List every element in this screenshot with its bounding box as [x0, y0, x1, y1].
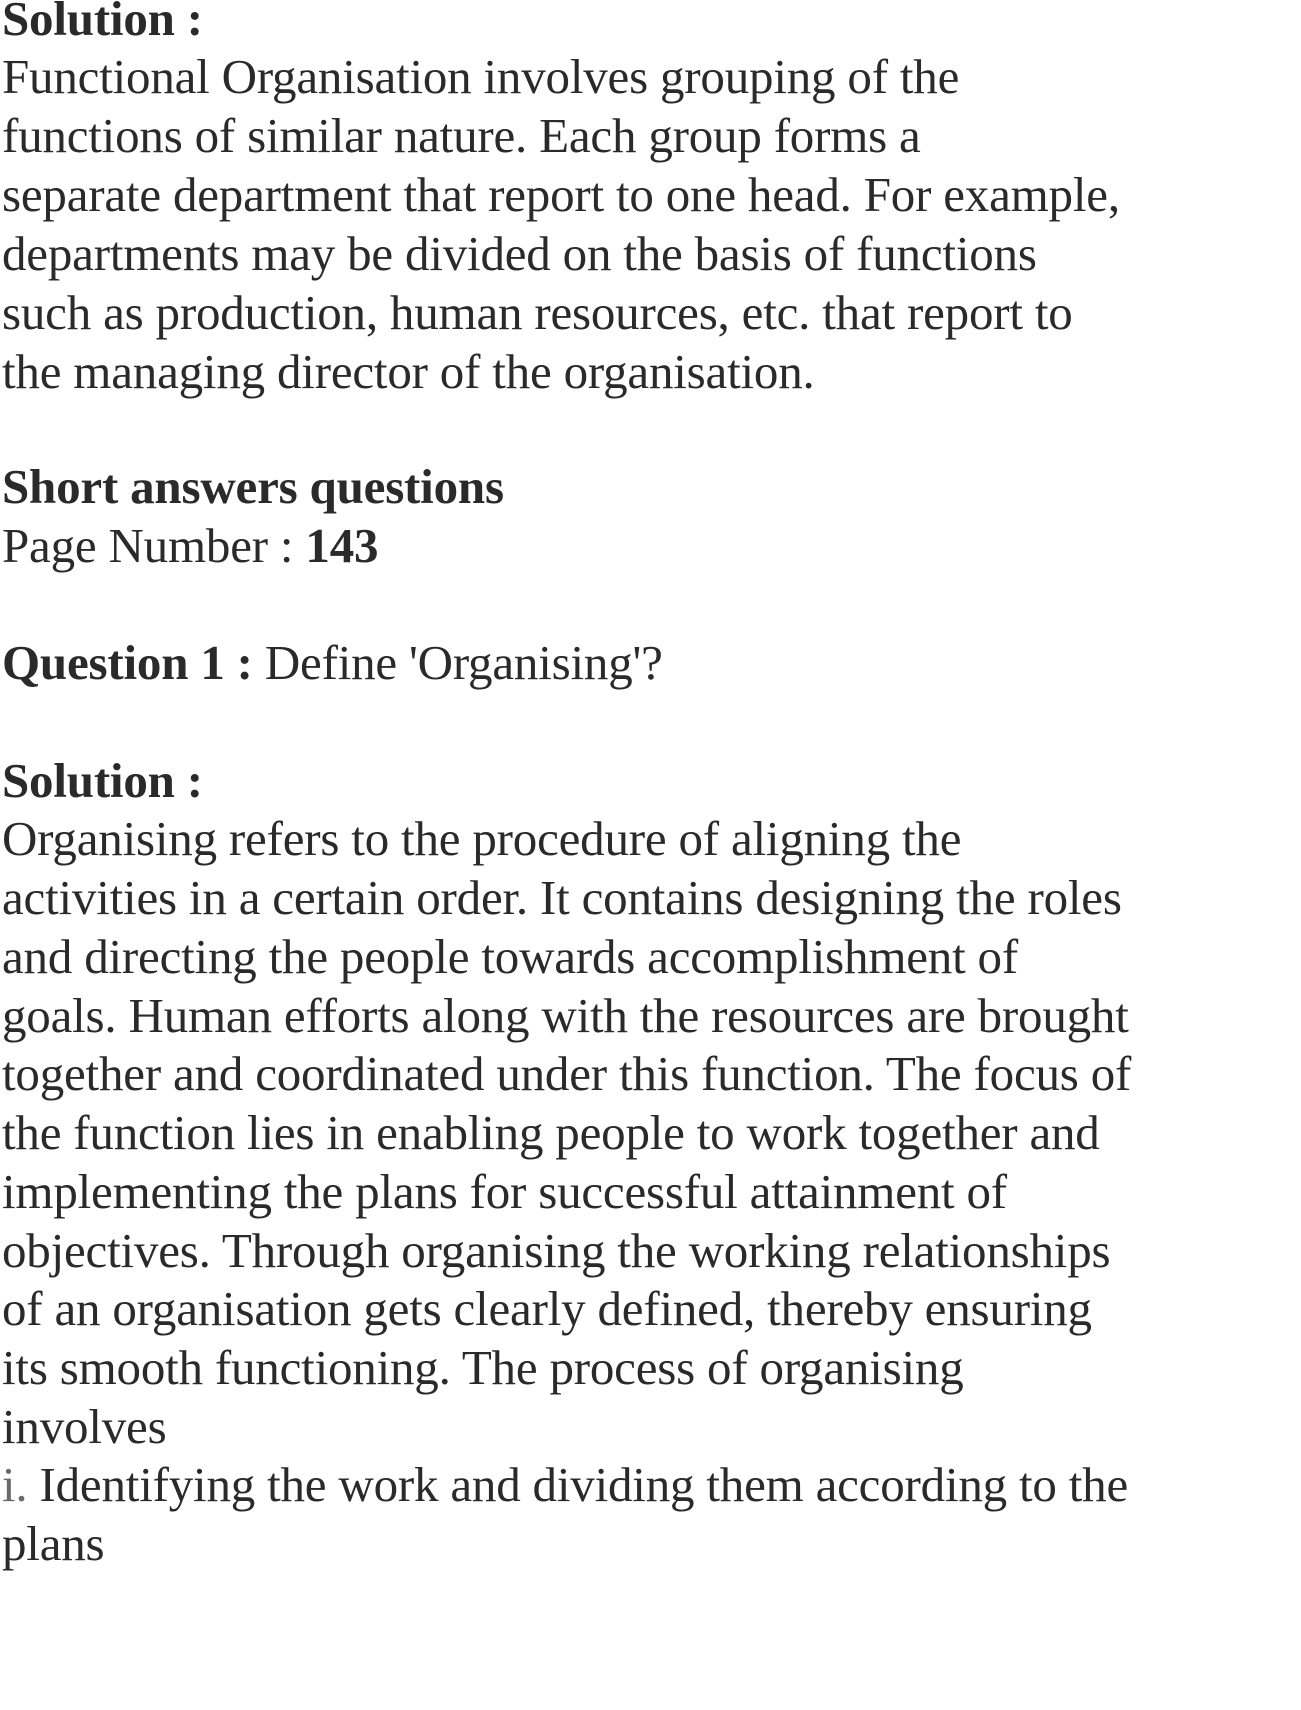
- solution-heading: Solution :: [2, 753, 203, 808]
- paragraph-line: the function lies in enabling people to work together and: [2, 1105, 1100, 1160]
- page-number-value: 143: [305, 518, 379, 573]
- paragraph-line: goals. Human efforts along with the resources are brought: [2, 988, 1129, 1043]
- paragraph-line: such as production, human resources, etc. that report to: [2, 285, 1073, 340]
- paragraph-line: involves: [2, 1399, 167, 1454]
- paragraph-line: separate department that report to one head. For example,: [2, 167, 1120, 222]
- paragraph-line: activities in a certain order. It contains designing the roles: [2, 870, 1122, 925]
- paragraph-line: departments may be divided on the basis of functions: [2, 226, 1037, 281]
- question-line: [2, 634, 663, 692]
- section-heading: Short answers questions: [2, 459, 504, 514]
- paragraph-line: of an organisation gets clearly defined, thereby ensuring: [2, 1281, 1092, 1336]
- paragraph-line: objectives. Through organising the working relationships: [2, 1223, 1111, 1278]
- paragraph-line: its smooth functioning. The process of organising: [2, 1340, 964, 1395]
- page-number-label: Page Number :: [2, 518, 306, 573]
- list-marker: i.: [2, 1457, 28, 1512]
- list-item-text: Identifying the work and dividing them according to the: [27, 1457, 1129, 1512]
- list-item-continuation: plans: [2, 1516, 105, 1571]
- page-number-line: [2, 517, 378, 575]
- paragraph-line: Functional Organisation involves grouping of the: [2, 49, 960, 104]
- paragraph-line: and directing the people towards accomplishment of: [2, 929, 1018, 984]
- solution-heading: Solution :: [2, 0, 203, 46]
- paragraph-line: together and coordinated under this function. The focus of: [2, 1046, 1132, 1101]
- paragraph-line: Organising refers to the procedure of aligning the: [2, 811, 962, 866]
- paragraph-line: implementing the plans for successful attainment of: [2, 1164, 1007, 1219]
- paragraph-line: the managing director of the organisation.: [2, 344, 815, 399]
- question-text: Define 'Organising'?: [264, 635, 663, 690]
- list-item: [2, 1456, 1128, 1514]
- paragraph-line: functions of similar nature. Each group forms a: [2, 108, 921, 163]
- question-label: Question 1 :: [2, 635, 265, 690]
